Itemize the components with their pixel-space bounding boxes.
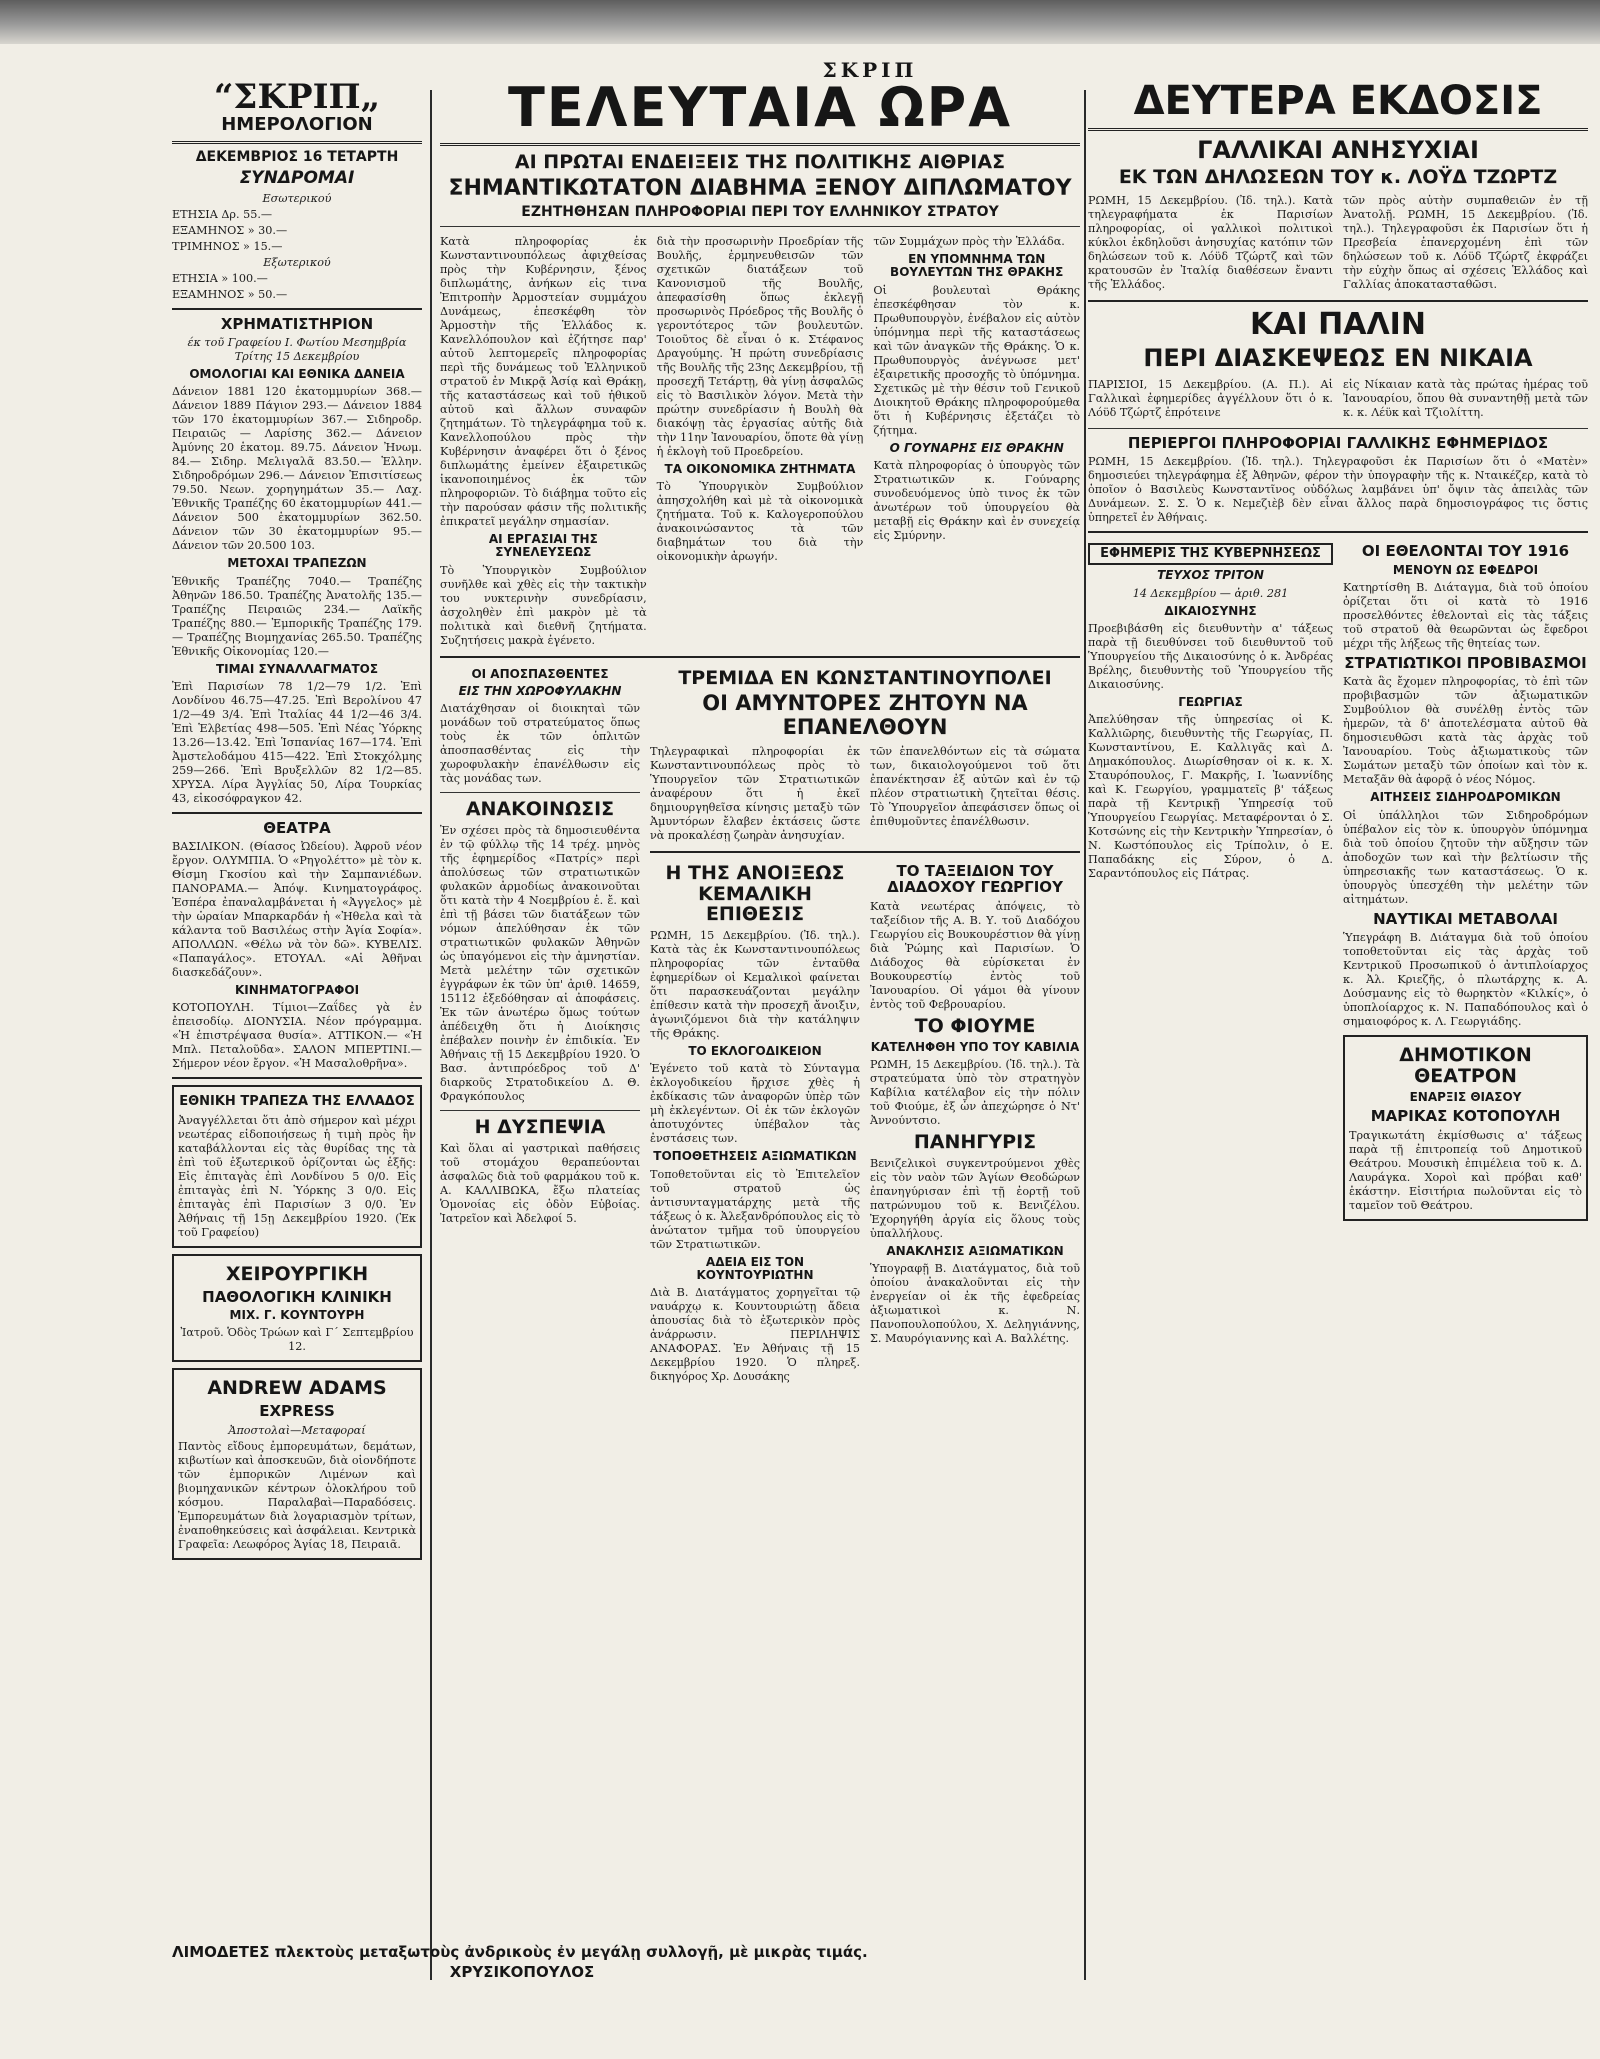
kp-title: ΤΡΕΜΙΔΑ ΕΝ ΚΩΝΣΤΑΝΤΙΝΟΥΠΟΛΕΙ [678, 666, 1052, 689]
meetings-title: ΑΙ ΕΡΓΑΣΙΑΙ ΤΗΣ ΣΥΝΕΛΕΥΣΕΩΣ [488, 532, 598, 560]
bank-title: ΕΘΝΙΚΗ ΤΡΑΠΕΖΑ ΤΗΣ ΕΛΛΑΔΟΣ [179, 1094, 415, 1110]
recall-title: ΑΝΑΚΛΗΣΙΣ ΑΞΙΩΜΑΤΙΚΩΝ [886, 1243, 1064, 1258]
agri-title: ΓΕΩΡΓΙΑΣ [1178, 694, 1243, 709]
headline-sub1: ΑΙ ΠΡΩΤΑΙ ΕΝΔΕΙΞΕΙΣ ΤΗΣ ΠΟΛΙΤΙΚΗΣ ΑΙΘΡΙΑΣ [514, 150, 1006, 173]
fest-title: ΠΑΝΗΓΥΡΙΣ [913, 1130, 1037, 1153]
lead-text-b: διὰ τὴν προσωρινὴν Προεδρίαν τῆς Βουλῆς, ἐρμηνευθεισῶν τῶν σχετικῶν διατάξεων τοῦ Κανονισμοῦ τῆς Βουλῆς, ἀπεφασίσθη ὅπως ἐκλεγῇ προσωρινὸς Πρόεδρος τῆς Βουλῆς ὁ γεροντότερος τῶν βουλευτῶν. Τοιοῦτος δὲ εἶναι ὁ κ. Στέφανος Δραγούμης. Ἡ πρώτη συνεδρίασις τῆς Βουλῆς τῆς 23ης Δεκεμβρίου, τῇ προσεχῆ Τετάρτῃ, θὰ γίνῃ ἀσφαλῶς εἰς τὸ Βασιλικὸν λόγον. Μετὰ τὴν πρώτην συνεδρίασιν ἡ Βουλὴ θὰ διακόψῃ τὰς ἐργασίας αὐτῆς διὰ τὴν 11ην Ἰανουαρίου, ὅποτε θὰ γίνῃ ἡ ἐκλογὴ τοῦ Προεδρείου. [656, 235, 864, 459]
lead-text-a: Κατὰ πληροφορίας ἐκ Κωνσταντινουπόλεως ἀφιχθείσας πρὸς τὴν Κυβέρνησιν, ξένος διπλωμάτης, ἀνήκων εἰς τινα Ἐπιτροπὴν Ἀρμοστείαν συμμάχου Δυνάμεως, ἐπεσκέφθη τὸν Ἀρμοστὴν τῆς Ἑλλάδος κ. Κανελλόπουλον καὶ ἐζήτησε παρ' αὐτοῦ λεπτομερεῖς πληροφορίας περὶ τῆς δυνάμεως τοῦ Ἑλληνικοῦ στρατοῦ ἐν Μικρᾷ Ἀσίᾳ καὶ Θράκῃ, τῆς καταστάσεως καὶ τοῦ ἠθικοῦ αὐτοῦ καὶ ἄλλων συναφῶν ζητημάτων. Τὸ τηλεγράφημα τοῦ κ. Κανελλοπούλου πρὸς τὴν Κυβέρνησιν ἀναφέρει ὅτι ὁ ξένος διπλωμάτης ἐμείνεν ἐξαιρετικῶς ἱκανοποιημένος ἐκ τῶν πληροφοριῶν. Τὸ διάβημα τοῦτο εἰς τὴν παρούσαν φάσιν τῆς πολιτικῆς ἐπικρατεῖ μεγάλην σημασίαν. [440, 235, 647, 529]
meetings-text: Τὸ Ὑπουργικὸν Συμβούλιον συνῆλθε καὶ χθὲς εἰς τὴν τακτικὴν του νυκτερινὴν συνεδρίασιν, ἀσχοληθὲν ἐπὶ μακρὸν μὲ τὰ πολιτικὰ καὶ διεθνῆ ζητήματα. Συζητήσεις μακρὰ ἐγένετο. [440, 563, 647, 647]
gounaris-title: Ο ΓΟΥΝΑΡΗΣ ΕΙΣ ΘΡΑΚΗΝ [889, 440, 1064, 455]
gazette-text: Προεβιβάσθη εἰς διευθυντὴν α' τάξεως παρὰ τῇ διευθύνσει τοῦ διευθυντοῦ τοῦ Ὑπουργείου τῆς Δικαιοσύνης ὁ κ. Ἀνδρέας Βρέλης, διευθυντὴς τοῦ Ὑπουργείου τῆς Δικαιοσύνης. [1088, 621, 1333, 691]
clinic-title: ΧΕΙΡΟΥΡΓΙΚΗ [225, 1262, 369, 1285]
subscriptions-title: ΣΥΝΔΡΟΜΑΙ [239, 167, 355, 188]
memo-title: ΕΝ ΥΠΟΜΝΗΜΑ ΤΩΝ ΒΟΥΛΕΥΤΩΝ ΤΗΣ ΘΡΑΚΗΣ [890, 252, 1064, 280]
kp-text-b: τῶν ἐπανελθόντων εἰς τὰ σώματα των, δικαιολογούμενοι τοῦ ὅτι ἐπανέκτησαν ἐξ αὐτῶν καὶ ἐν τῷ πλέον στρατιωτικὴ ζητεῖται θέσις. Τὸ Ὑπουργεῖον ἀπεφάσισεν ὅπως οἱ ἐπιθυμοῦντες ἐπανέλθωσιν. [870, 744, 1080, 828]
gazette-date: 14 Δεκεμβρίου — ἀριθ. 281 [1132, 586, 1289, 600]
subscription-line: ΕΤΗΣΙΑ Δρ. 55.— [172, 207, 273, 221]
dyspepsia-title: Η ΔΥΣΠΕΨΙΑ [474, 1115, 606, 1138]
dismissed-title: ΟΙ ΑΠΟΣΠΑΣΘΕΝΤΕΣ [471, 666, 609, 681]
theatre-ad-text: Τραγικωτάτη ἐκμίσθωσις α' τάξεως παρὰ τῇ ἐπιτροπείᾳ τοῦ Δημοτικοῦ Θεάτρου. Μουσικὴ ἐπιμέλεια τοῦ κ. Δ. Λαυράγκα. Χοροὶ καὶ πρόβαι καθ' ἑκάστην. Εἰσιτήρια πωλοῦνται εἰς τὸ ταμεῖον τοῦ Θεάτρου. [1349, 1128, 1582, 1212]
promo-title: ΣΤΡΑΤΙΩΤΙΚΟΙ ΠΡΟΒΙΒΑΣΜΟΙ [1344, 653, 1587, 672]
kp-subtitle: ΟΙ ΑΜΥΝΤΟΡΕΣ ΖΗΤΟΥΝ ΝΑ ΕΠΑΝΕΛΘΟΥΝ [702, 691, 1028, 739]
nice-subtitle: ΠΕΡΙ ΔΙΑΣΚΕΨΕΩΣ ΕΝ ΝΙΚΑΙΑ [1143, 344, 1533, 373]
express-tagline: Ἀποστολαὶ—Μεταφοραί [228, 1423, 366, 1437]
bank-notice [172, 1085, 422, 1247]
finance-title: ΤΑ ΟΙΚΟΝΟΜΙΚΑ ΖΗΤΗΜΑΤΑ [664, 462, 856, 477]
clinic-ad [172, 1254, 422, 1363]
rail-text: Οἱ ὑπάλληλοι τῶν Σιδηροδρόμων ὑπέβαλον εἰς τὸν κ. ὑπουργὸν ὑπόμνημα διὰ τοῦ ὁποίου ζητοῦν τὴν αὔξησιν τῶν ἀποδοχῶν των καὶ τὴν βελτίωσιν τῆς ὑπηρεσιακῆς των καταστάσεως. Ὁ κ. ὑπουργὸς ὑπεσχέθη τὴν μελέτην τῶν αἰτημάτων. [1343, 808, 1588, 906]
theatre-text: ΒΑΣΙΛΙΚΟΝ. (Θίασος Ὠδείου). Ἀφροῦ νέον ἔργον. ΟΛΥΜΠΙΑ. Ὁ «Ρηγολέττο» μὲ τὸν κ. Θίσμη Γκοσίου καὶ τὴν Σαμπανιέδων. ΠΑΝΟΡΑΜΑ.— Ἀπόψ. Κινηματογράφος. Ἐσπέρα ἐπαναλαμβάνεται ἡ «Ἀγγελος» μὲ τὴν ὡραίαν Μπαρκαρδάν ἡ «Ἠθελα καὶ τὰ κάλαντα τοῦ Βασιλέως στὴν Ἁγία Σοφία». ΑΠΟΛΛΩΝ. «Θέλω νὰ τὸν δῶ». ΚΥΒΕΛΙΣ. «Παπαγάλος». ΕΤΟΥΑΛ. «Αἱ Ἀθῆναι διασκεδάζουν». [172, 840, 422, 980]
issue-date: ΔΕΚΕΜΒΡΙΟΣ 16 ΤΕΤΑΡΤΗ [195, 148, 399, 165]
announce-text: Ἐν σχέσει πρὸς τὰ δημοσιευθέντα ἐν τῷ φύλλῳ τῆς 14 τρέχ. μηνὸς τῆς ἐφημερίδος «Πατρίς» περὶ ἀπολύσεως τῶν στρατιωτικῶν φυλακῶν ἀρμοδίως ἀνακοινοῦται ὅτι κατὰ τὴν 4 Νοεμβρίου ἐ. ἔ. καὶ ἐπὶ τῇ βάσει τῶν διατάξεων τῶν νόμων ἀπελύθησαν ἐκ τῶν στρατιωτικῶν φυλακῶν Ἀθηνῶν ὡς ὑπαγόμενοι εἰς τὴν ἀμνηστίαν. Μετὰ μελέτην τῶν σχετικῶν ἐγγράφων ἐκ τῶν ὑπ' ἀριθ. 14659, 15112 ἐξεδόθησαν αἱ ἀποφάσεις. Ἐκ τῶν ἀνωτέρω ὅμως τούτων ἀπέδειχθη ὅτι ἡ Διοίκησις ἐπέβαλεν ποινὴν ἐν ἐπιδικία. Ἐν Ἀθήναις τῇ 15 Δεκεμβρίου 1920. Ὁ Βασ. ἀντιπρόεδρος τοῦ Δ' διαρκοῦς Στρατοδικείου Δ. Θ. Φραγκόπουλος [440, 823, 640, 1103]
subscription-line: ΕΤΗΣΙΑ » 100.— [172, 271, 268, 285]
express-title: ANDREW ADAMS [207, 1377, 387, 1400]
subscriptions-foreign: Εξωτερικού [263, 255, 331, 269]
subscriptions-domestic: Εσωτερικού [262, 191, 332, 205]
fx-title: ΤΙΜΑΙ ΣΥΝΑΛΛΑΓΜΑΤΟΣ [215, 661, 379, 676]
fiume-title: ΤΟ ΦΙΟΥΜΕ [914, 1014, 1036, 1037]
column-rule [430, 90, 432, 1980]
right-column [1088, 80, 1588, 2029]
lead-text-c: τῶν Συμμάχων πρὸς τὴν Ἑλλάδα. [873, 235, 1065, 249]
promo-text: Κατὰ ἃς ἔχομεν πληροφορίας, τὸ ἐπὶ τῶν προβιβασμῶν τῶν ἀξιωματικῶν Συμβούλιον θὰ συνέλθῃ ἐντὸς τῶν ἡμερῶν, τὰ δ' ἀποτελέσματα αὐτοῦ θὰ δημοσιευθῶσι κατὰ τὰς ἀρχὰς τοῦ Ἰανουαρίου. Τοὺς ἀξιωματικοὺς τῶν Σωμάτων μεταξὺ τῶν ὁποίων καὶ τὸν κ. Μεταξᾶν θὰ ἀφορᾷ ὁ νέος Νόμος. [1343, 675, 1588, 787]
cinema-title: ΚΙΝΗΜΑΤΟΓΡΑΦΟΙ [234, 983, 360, 998]
headline-sub3: ΕΖΗΤΗΘΗΣΑΝ ΠΛΗΡΟΦΟΡΙΑΙ ΠΕΡΙ ΤΟΥ ΕΛΛΗΝΙΚΟΥ ΣΤΡΑΤΟΥ [521, 203, 999, 220]
clinic-subtitle: ΠΑΘΟΛΟΓΙΚΗ ΚΛΙΝΙΚΗ [202, 1287, 392, 1306]
column-rule [1084, 90, 1086, 1980]
leave-text: Διὰ Β. Διατάγματος χορηγεῖται τῷ ναυάρχῳ κ. Κουντουριώτῃ ἄδεια ἀπουσίας διὰ τὸ ἐξωτερικὸν πρὸς ἀνάρρωσιν. ΠΕΡΙΛΗΨΙΣ ΑΝΑΦΟΡΑΣ. Ἐν Ἀθήναις τῇ 15 Δεκεμβρίου 1920. Ὁ πληρεξ. δικηγόρος Χρ. Δουσάκης [650, 1286, 860, 1384]
kp-text-a: Τηλεγραφικαὶ πληροφορίαι ἐκ Κωνσταντινουπόλεως πρὸς τὸ Ὑπουργεῖον τῶν Στρατιωτικῶν ἀναφέρουν ὅτι ἡ ἐκεῖ δημιουργηθεῖσα κίνησις μεταξὺ τῶν Ἀμυντόρων ἔλαβεν ἐκτάσεις ὥστε νὰ προκαλέσῃ ζωηρὰν ἀνησυχίαν. [650, 744, 860, 842]
footer-line1: ΛΙΜΟΔΕΤΕΣ πλεκτοὺς μεταξωτοὺς ἀνδρικοὺς ἐν μεγάλῃ συλλογῇ, μὲ μικρὰς τιμάς. [172, 1943, 868, 1961]
footer-line2: ΧΡΥΣΙΚΟΠΟΥΛΟΣ [449, 1963, 595, 1981]
gazette-title: ΕΦΗΜΕΡΙΣ ΤΗΣ ΚΥΒΕΡΝΗΣΕΩΣ [1088, 543, 1333, 565]
subscription-line: ΤΡΙΜΗΝΟΣ » 15.— [172, 239, 283, 253]
french-text-b: τῶν πρὸς αὐτὴν συμπαθειῶν ἐν τῇ Ἀνατολῇ. ΡΩΜΗ, 15 Δεκεμβρίου. (Ἰδ. τηλ.). Τηλεγραφοῦσι ἐκ Παρισίων ὅτι ἡ Πρεσβεία ἐπανερχομένη ἐπὶ τῶν δηλώσεων τοῦ κ. Λόϋδ Τζώρτζ ἐκφράζει τὴν εὐχὴν ὅπως αἱ σχέσεις Ἑλλάδος καὶ Γαλλίας ἀποκατασταθῶσι. [1343, 194, 1588, 292]
naval-text: Ὑπεγράφη Β. Διάταγμα διὰ τοῦ ὁποίου τοποθετοῦνται εἰς τὰς ἀρχὰς τοῦ Κεντρικοῦ Προσωπικοῦ ὁ ἀντιπλοίαρχος κ. Ἀλ. Κριεζῆς, ὁ πλωτάρχης κ. Α. Δούσμανης εἰς τὸ θωρηκτὸν «Κιλκίς», ὁ ὑποπλοίαρχος κ. Ν. Παπαδόπουλος καὶ ὁ σημαιοφόρος κ. Λ. Γεωργιάδης. [1343, 931, 1588, 1029]
finance-text: Τὸ Ὑπουργικὸν Συμβούλιον ἀπησχολήθη καὶ μὲ τὰ οἰκονομικὰ ζητήματα. Τοῦ κ. Καλογεροπούλου ἀνακοινώσαντος τὰ τῶν διαβημάτων του διὰ τὴν οἰκονομικὴν ἀρωγήν. [656, 480, 864, 564]
gazette-justice: ΔΙΚΑΙΟΣΥΝΗΣ [1164, 603, 1257, 618]
market-title: ΧΡΗΜΑΤΙΣΤΗΡΙΟΝ [220, 314, 374, 333]
headline-sub2: ΣΗΜΑΝΤΙΚΩΤΑΤΟΝ ΔΙΑΒΗΜΑ ΞΕΝΟΥ ΔΙΠΛΩΜΑΤΟΥ [448, 175, 1072, 201]
subscription-line: ΕΞΑΜΗΝΟΣ » 50.— [172, 287, 288, 301]
left-column [172, 80, 422, 2029]
curious-title: ΠΕΡΙΕΡΓΟΙ ΠΛΗΡΟΦΟΡΙΑΙ ΓΑΛΛΙΚΗΣ ΕΦΗΜΕΡΙΔΟΣ [1127, 433, 1549, 452]
dismissed-subtitle: ΕΙΣ ΤΗΝ ΧΩΡΟΦΥΛΑΚΗΝ [458, 683, 622, 698]
fx-text: Ἐπὶ Παρισίων 78 1/2—79 1/2. Ἐπὶ Λονδίνου 46.75—47.25. Ἐπὶ Βερολίνου 47 1/2—49 3/4. Ἐπὶ Ἰταλίας 44 1/2—46 3/4. Ἐπὶ Ἑλβετίας 498—505. Ἐπὶ Νέας Ὑόρκης 13.26—13.42. Ἐπὶ Ἱσπανίας 167—174. Ἐπὶ Ἀμστελοδάμου 415—422. Ἐπὶ Στοκχόλμης 259—266. Ἐπὶ Βρυξελλῶν 82 1/2—85. ΧΡΥΣΑ. Λίρα Ἀγγλίας 50, Λίρα Τουρκίας 43, εἰκοσόφραγκον 42. [172, 679, 422, 805]
kemal-title: Η ΤΗΣ ΑΝΟΙΞΕΩΣ ΚΕΜΑΛΙΚΗ ΕΠΙΘΕΣΙΣ [665, 861, 845, 926]
express-ad [172, 1368, 422, 1559]
logo: “ΣΚΡΙΠ„ [213, 80, 381, 117]
masthead-strip: ΣΚΡΙΠ [822, 58, 918, 82]
elect-text: Ἐγένετο τοῦ κατὰ τὸ Σύνταγμα ἐκλογοδικείου ἤρχισε χθὲς ἡ ἐκδίκασις τῶν ἀναφορῶν ὑπὲρ τῶν μὴ ἐκλεγέντων. Οἱ ἐκ τῶν ἐκλογῶν ἀποτυχόντες ὑπέβαλον τὰς ἐνστάσεις των. [650, 1062, 860, 1146]
nice-title: ΚΑΙ ΠΑΛΙΝ [1250, 307, 1426, 343]
bonds-text: Δάνειον 1881 120 ἑκατομμυρίων 368.— Δάνειον 1889 Πάγιον 293.— Δάνειον 1884 τῶν 170 ἑκατομμυρίων 367.— Σιδηροδρ. Πειραιῶς — Λαρίσης 362.— Δάνειον Ἀμύνης 20 ἑκατομ. 89.75. Δάνειον Ἠνωμ. 84.— Σιδηρ. Μελιγαλᾶ 83.50.— Ἑλλην. Σιδηροδρόμων 296.— Δάνειον Ἐπισιτίσεως 79.50. Νεων. χορηγημάτων 35.— Λαχ. Ἐθνικῆς Τραπέζης 60 ἑκατομμυρίων 441.— Δάνειον 500 ἑκατομμυρίων 362.50. Δάνειον τῶν 30 ἑκατομμυρίων 95.— Δάνειον τῶν 20.500 103. [172, 385, 422, 553]
second-edition-title: ΔΕΥΤΕΡΑ ΕΚΔΟΣΙΣ [1133, 80, 1543, 124]
scan-edge [0, 0, 1600, 44]
express-text: Παντὸς εἴδους ἐμπορευμάτων, δεμάτων, κιβωτίων καὶ ἀποσκευῶν, διὰ οἱονδήποτε τῶν ἐμπορικῶν Λιμένων καὶ βιομηχανικῶν κέντρων ὁλοκλήρου τοῦ κόσμου. Παραλαβαὶ—Παραδόσεις. Ἐμπορευμάτων διὰ λογαριασμὸν τρίτων, ἐναποθηκεύσεις καὶ ἀσφάλειαι. Κεντρικὰ Γραφεῖα: Λεωφόρος Ἁγίας 18, Πειραιᾶ. [178, 1439, 416, 1551]
french-title: ΓΑΛΛΙΚΑΙ ΑΝΗΣΥΧΙΑΙ [1197, 136, 1479, 164]
center-column [440, 80, 1080, 2029]
dyspepsia-text: Καὶ ὅλαι αἱ γαστρικαὶ παθήσεις τοῦ στομάχου θεραπεύονται ἀσφαλῶς διὰ τοῦ φαρμάκου τοῦ κ. Α. ΚΑΛΛΙΒΩΚΑ, ἔξω πλατείας Ὁμονοίας εἰς ὁδὸν Εὐβοίας. Ἰατρεῖον καὶ Ἀδελφοί 5. [440, 1141, 640, 1225]
post-title: ΤΟΠΟΘΕΤΗΣΕΙΣ ΑΞΙΩΜΑΤΙΚΩΝ [653, 1149, 857, 1164]
elect-title: ΤΟ ΕΚΛΟΓΟΔΙΚΕΙΟΝ [688, 1044, 822, 1059]
naval-title: ΝΑΥΤΙΚΑΙ ΜΕΤΑΒΟΛΑΙ [1373, 909, 1558, 928]
almanac-title: ΗΜΕΡΟΛΟΓΙΟΝ [221, 113, 373, 135]
volunteers-title: ΟΙ ΕΘΕΛΟΝΤΑΙ ΤΟΥ 1916 [1361, 542, 1570, 561]
clinic-text: Ἰατροῦ. Ὁδὸς Τρώων καὶ Γ΄ Σεπτεμβρίου 12. [180, 1326, 414, 1354]
bank-text: Ἀναγγέλλεται ὅτι ἀπὸ σήμερον καὶ μέχρι νεωτέρας εἰδοποιήσεως ἡ τιμὴ πρὸς ἣν καταβάλλονται εἰς τὰς θυρίδας της τὰ ἐπὶ τοῦ ἐξωτερικοῦ ὁρίζονται ὡς ἑξῆς: Εἰς ἐπιταγὰς ἐπὶ Λονδίνου 5 0/0. Εἰς ἐπιταγὰς ἐπὶ Ν. Ὑόρκης 3 0/0. Εἰς ἐπιταγὰς ἐπὶ Παρισίων 3 0/0. Ἐν Ἀθήναις τῇ 15ῃ Δεκεμβρίου 1920. (Ἐκ τοῦ Γραφείου) [178, 1113, 416, 1239]
subscription-line: ΕΞΑΜΗΝΟΣ » 30.— [172, 223, 288, 237]
theatre-title: ΘΕΑΤΡΑ [263, 818, 331, 837]
fiume-subtitle: ΚΑΤΕΛΗΦΘΗ ΥΠΟ ΤΟΥ ΚΑΒΙΛΙΑ [870, 1039, 1080, 1054]
kemal-text: ΡΩΜΗ, 15 Δεκεμβρίου. (Ἰδ. τηλ.). Κατὰ τὰς ἐκ Κωνσταντινουπόλεως πληροφορίας τῶν ἐνταῦθα ἐφημερίδων οἱ Κεμαλικοὶ φαίνεται ὅτι παρασκευάζονται μεγάλην ἐπίθεσιν κατὰ τὴν προσεχῆ ἄνοιξιν, ἀγωνιζόμενοι διὰ τὴν κατάληψιν τῆς Θράκης. [650, 929, 860, 1041]
french-text-a: ΡΩΜΗ, 15 Δεκεμβρίου. (Ἰδ. τηλ.). Κατὰ τηλεγραφήματα ἐκ Παρισίων πληροφορίας, οἱ γαλλικοὶ πολιτικοὶ κύκλοι ἐκδηλοῦσι ἀνησυχίας κατόπιν τῶν δηλώσεων τοῦ κ. Λόϋδ Τζώρτζ καὶ τῶν κρατουσῶν ἐν Ἰταλίᾳ διαθέσεων ἔναντι τῆς Ἑλλάδος. [1088, 194, 1333, 292]
trip-text: Κατὰ νεωτέρας ἀπόψεις, τὸ ταξείδιον τῆς Α. Β. Υ. τοῦ Διαδόχου Γεωργίου εἰς Βουκουρέστιον θὰ γίνῃ διὰ Ῥώμης καὶ Παρισίων. Ὁ Διάδοχος θὰ εὑρίσκεται ἐν Βουκουρεστίῳ ἐντὸς τοῦ Ἰανουαρίου. Οἱ γάμοι θὰ γίνουν ἐντὸς τοῦ Φεβρουαρίου. [870, 899, 1080, 1011]
announce-title: ΑΝΑΚΟΙΝΩΣΙΣ [465, 797, 615, 820]
fest-text: Βενιζελικοὶ συγκεντρούμενοι χθὲς εἰς τὸν ναὸν τῶν Ἁγίων Θεοδώρων ἐπανηγύρισαν ἐπὶ τῇ ἐορτῇ τοῦ πατρώνυμου τοῦ κ. Βενιζέλου. Ἐχορηγήθη ἀργία εἰς ὅλους τοὺς ὑπαλλήλους. [870, 1156, 1080, 1240]
leave-title: ΑΔΕΙΑ ΕΙΣ ΤΟΝ ΚΟΥΝΤΟΥΡΙΩΤΗΝ [696, 1254, 814, 1282]
volunteers-text: Κατηρτίσθη Β. Διάταγμα, διὰ τοῦ ὁποίου ὁρίζεται ὅτι οἱ κατὰ τὸ 1916 προσελθόντες ἐθελονταὶ εἰς τὰς τάξεις τοῦ στρατοῦ θὰ θεωρῶνται ὡς ἔφεδροι μέχρι τῆς λήξεως τῆς θητείας των. [1343, 580, 1588, 650]
dismissed-text: Διατάχθησαν οἱ διοικηταὶ τῶν μονάδων τοῦ στρατεύματος ὅπως τοὺς ἐκ τῶν ὁπλιτῶν ἀποσπασθέντας εἰς τὴν χωροφυλακὴν ἐπανέλθωσιν εἰς τὰς μονάδας των. [440, 701, 640, 785]
bonds-title: ΟΜΟΛΟΓΙΑΙ ΚΑΙ ΕΘΝΙΚΑ ΔΑΝΕΙΑ [189, 367, 405, 382]
recall-text: Ὑπογραφῇ Β. Διατάγματος, διὰ τοῦ ὁποίου ἀνακαλοῦνται εἰς τὴν ἐνεργείαν οἱ ἐκ τῆς ἐφεδρείας ἀξιωματικοὶ κ. Ν. Πανοπουλοπούλου, Χ. Δεληγιάννης, Σ. Μαυρόγιαννης καὶ Α. Βαλλέτης. [870, 1261, 1080, 1345]
french-subtitle: ΕΚ ΤΩΝ ΔΗΛΩΣΕΩΝ ΤΟΥ κ. ΛΟΫΔ ΤΖΩΡΤΖ [1118, 166, 1558, 189]
volunteers-subtitle: ΜΕΝΟΥΝ ΩΣ ΕΦΕΔΡΟΙ [1392, 562, 1539, 577]
trip-title: ΤΟ ΤΑΞΕΙΔΙΟΝ ΤΟΥ ΔΙΑΔΟΧΟΥ ΓΕΩΡΓΙΟΥ [887, 861, 1063, 897]
post-text: Τοποθετοῦνται εἰς τὸ Ἐπιτελεῖον τοῦ στρατοῦ ὡς ἀντισυνταγματάρχης μετὰ τῆς τάξεως ὁ κ. Ἀλεξανδρόπουλος εἰς τὸ ἀνώτατον τμῆμα τοῦ ὑπουργείου τῶν Στρατιωτικῶν. [650, 1167, 860, 1251]
theatre-ad-name: ΜΑΡΙΚΑΣ ΚΟΤΟΠΟΥΛΗ [1370, 1107, 1561, 1126]
gazette-subtitle: ΤΕΥΧΟΣ ΤΡΙΤΟΝ [1157, 568, 1264, 583]
footer-ad [172, 1942, 872, 1982]
rail-title: ΑΙΤΗΣΕΙΣ ΣΙΔΗΡΟΔΡΟΜΙΚΩΝ [1370, 790, 1561, 805]
main-headline: ΤΕΛΕΥΤΑΙΑ ΩΡΑ [507, 80, 1013, 139]
gounaris-text: Κατὰ πληροφορίας ὁ ὑπουργὸς τῶν Στρατιωτικῶν κ. Γούναρης συνοδευόμενος ὑπὸ τινος ἐκ τῶν ἀνωτέρων τοῦ ὑπουργείου θὰ μεταβῇ εἰς Θράκην καὶ ἐν συνεχείᾳ εἰς Σμύρνην. [873, 458, 1080, 542]
agri-text: Ἀπελύθησαν τῆς ὑπηρεσίας οἱ Κ. Καλλιῶρης, διευθυντὴς τῆς Γεωργίας, Π. Κωνσταντίνου, Ε. Καλλιγᾶς καὶ Δ. Δημακόπουλος. Διωρίσθησαν οἱ κ. κ. Χ. Σταυρόπουλος, Γ. Μακρῆς, Ι. Ἰωαννίδης καὶ Κ. Γεωργίου, γραμματεῖς β' τάξεως παρὰ τῇ Κεντρικῇ Ὑπηρεσίᾳ τοῦ Ὑπουργείου Γεωργίας. Μεταφέρονται ὁ Σ. Κοτσώνης εἰς τὴν Κεντρικὴν Ὑπηρεσίαν, ὁ Ν. Κωστόπουλος εἰς Τρίπολιν, ὁ Ε. Παπαδάκης εἰς Σύρον, ὁ Δ. Σαραντόπουλος εἰς Πάτρας. [1088, 713, 1333, 881]
curious-text: ΡΩΜΗ, 15 Δεκεμβρίου. (Ἰδ. τηλ.). Τηλεγραφοῦσι ἐκ Παρισίων ὅτι ὁ «Ματὲν» δημοσιεύει τηλεγράφημα ἐξ Ἀθηνῶν, φέρον τὴν ὑπογραφὴν τῆς κ. Νταικέζερ, κατὰ τὸ ὁποῖον ὁ Βασιλεὺς Κωνσταντῖνος οὐδόλως λαμβάνει ὑπ' ὄψιν τὰς ἀπειλὰς τῶν Δυνάμεων. Σ. Σ. Ὁ κ. Νεμεζιὲβ δὲν εἶναι ἄλλος παρὰ δημοσιογράφος τις ὅστις ὑπηρετεῖ ἐν Ἀθήναις. [1088, 455, 1588, 525]
cinema-text: ΚΟΤΟΠΟΥΛΗ. Τίμιοι—Ζαΐδες γὰ ἐν ἐπεισοδίῳ. ΔΙΟΝΥΣΙΑ. Νέον πρόγραμμα. «Ἡ ἐπιστρέψασα θυσία». ΑΤΤΙΚΟΝ.— «Ἡ Μπλ. Πεταλοῦδα». ΣΑΛΟΝ ΜΠΕΡΤΙΝΙ.— Σήμερον νέον ἔργον. «Ἡ Μασαλοθρῆνα». [172, 1001, 422, 1071]
banks-text: Ἐθνικῆς Τραπέζης 7040.— Τραπέζης Ἀθηνῶν 186.50. Τραπέζης Ἀνατολῆς 135.— Τραπέζης Πειραιῶς 234.— Λαϊκῆς Τραπέζης 880.— Ἐμπορικῆς Τραπέζης 179.— Τραπέζης Βιομηχανίας 265.50. Τραπέζης Ἐθνικῆς Οἰκονομίας 120.— [172, 574, 422, 658]
fiume-text: ΡΩΜΗ, 15 Δεκεμβρίου. (Ἰδ. τηλ.). Τὰ στρατεύματα ὑπὸ τὸν στρατηγὸν Καβίλια κατέλαβον εἰς τὴν πόλιν τοῦ Φιούμε, ἐξ ὧν ἀπεχώρησε ὁ Ντ' Ἀννούντσιο. [870, 1057, 1080, 1127]
nice-text-a: ΠΑΡΙΣΙΟΙ, 15 Δεκεμβρίου. (Α. Π.). Αἱ Γαλλικαὶ ἐφημερίδες ἀγγέλλουν ὅτι ὁ κ. Λόϋδ Τζώρτζ ἐπρότεινε [1088, 377, 1333, 419]
memo-text: Οἱ βουλευταὶ Θράκης ἐπεσκέφθησαν τὸν κ. Πρωθυπουργὸν, ἐνέβαλον εἰς αὐτὸν ὑπόμνημα περὶ τῆς καταστάσεως καὶ τῶν ἀναγκῶν τῆς Θράκης. Ὁ κ. Πρωθυπουργὸς ἀνέγνωσε μετ' ἐξαιρετικῆς προσοχῆς τὸ ὑπόμνημα. Σχετικῶς μὲ τὴν θέσιν τοῦ Γενικοῦ Διοικητοῦ Θράκης πληροφορούμεθα ὅτι ἡ Κυβέρνησις ἐξετάζει τὸ ζήτημα. [873, 283, 1080, 437]
market-subtitle: έκ τοῦ Γραφείου Ι. Φωτίου Μεσημβρία Τρίτης 15 Δεκεμβρίου [187, 336, 407, 364]
theatre-ad-subtitle: ΕΝΑΡΞΙΣ ΘΙΑΣΟΥ [1409, 1089, 1522, 1104]
clinic-name: ΜΙΧ. Γ. ΚΟΥΝΤΟΥΡΗ [229, 1308, 365, 1323]
theatre-ad [1343, 1035, 1588, 1220]
express-subtitle: EXPRESS [259, 1402, 335, 1421]
theatre-ad-title: ΔΗΜΟΤΙΚΟΝ ΘΕΑΤΡΟΝ [1399, 1044, 1532, 1087]
banks-title: ΜΕΤΟΧΑΙ ΤΡΑΠΕΖΩΝ [227, 556, 367, 571]
nice-text-b: εἰς Νίκαιαν κατὰ τὰς πρώτας ἡμέρας τοῦ Ἰανουαρίου, ὅπου θὰ συναντηθῇ μετὰ τῶν κ. κ. Λέϋκ καὶ Τζιολίττη. [1343, 377, 1588, 419]
